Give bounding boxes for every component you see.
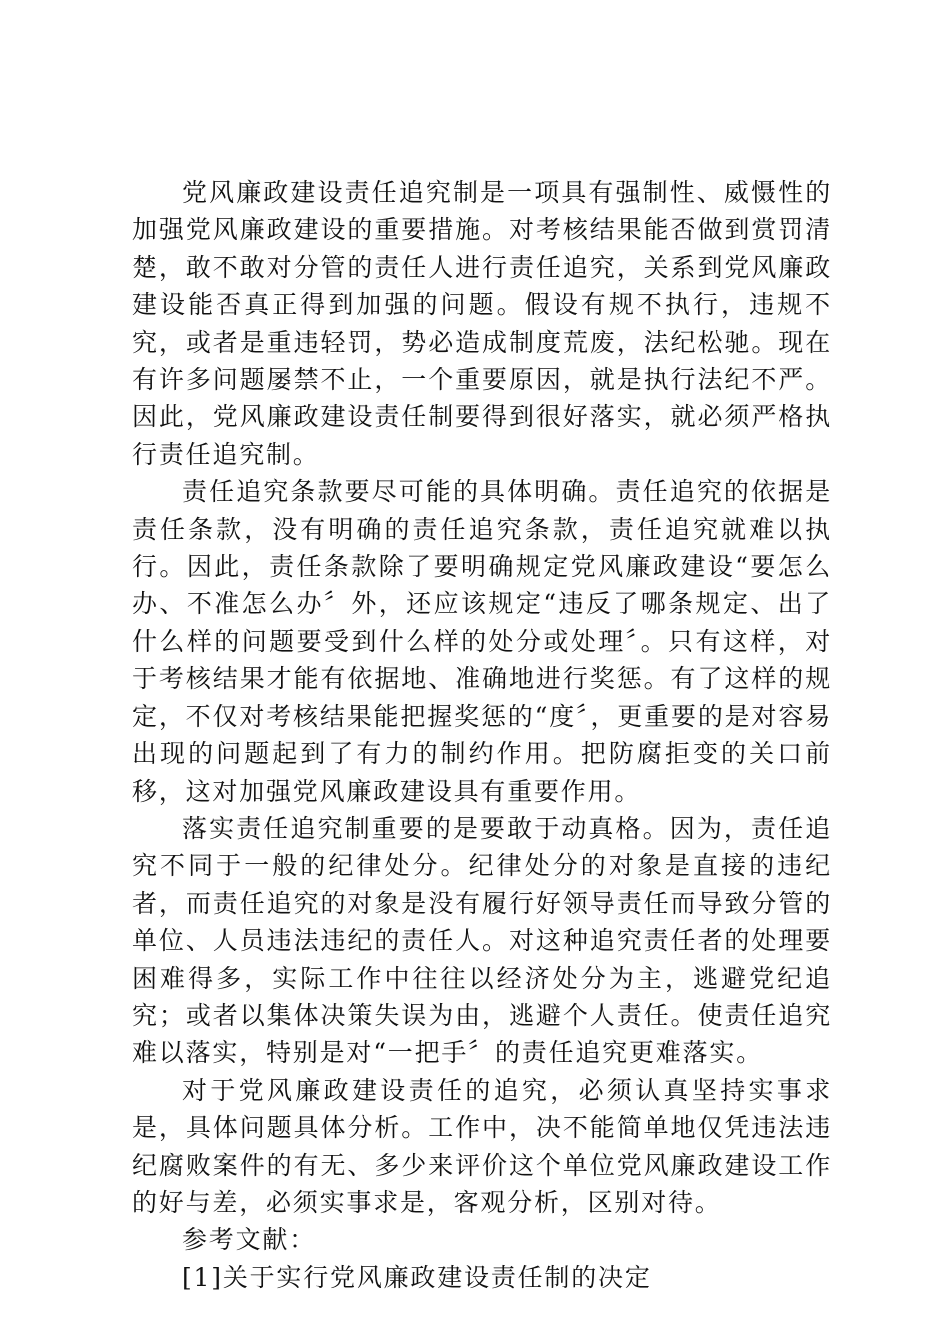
paragraph-1: 党风廉政建设责任追究制是一项具有强制性、威慑性的加强党风廉政建设的重要措施。对考核结果能否做到赏罚清楚，敢不敢对分管的责任人进行责任追究，关系到党风廉政建设能否真正得到加强的问题。假设有规不执行，违规不究，或者是重违轻罚，势必造成制度荒废，法纪松驰。现在有许多问题屡禁不止，一个重要原因，就是执行法纪不严。因此，党风廉政建设责任制要得到很好落实，就必须严格执行责任追究制。 xyxy=(132,178,832,469)
paragraph-3: 落实责任追究制重要的是要敢于动真格。因为，责任追究不同于一般的纪律处分。纪律处分的对象是直接的违纪者，而责任追究的对象是没有履行好领导责任而导致分管的单位、人员违法违纪的责任人。对这种追究责任者的处理要困难得多，实际工作中往往以经济处分为主，逃避党纪追究；或者以集体决策失误为由，逃避个人责任。使责任追究难以落实，特别是对“一把手〞的责任追究更难落实。 xyxy=(132,813,832,1068)
reference-item-1: [1]关于实行党风廉政建设责任制的决定 xyxy=(182,1262,652,1292)
document-body xyxy=(132,174,832,1296)
paragraph-2: 责任追究条款要尽可能的具体明确。责任追究的依据是责任条款，没有明确的责任追究条款，责任追究就难以执行。因此，责任条款除了要明确规定党风廉政建设“要怎么办、不准怎么办〞外，还应该规定“违反了哪条规定、出了什么样的问题要受到什么样的处分或处理〞。只有这样，对于考核结果才能有依据地、准确地进行奖惩。有了这样的规定，不仅对考核结果能把握奖惩的“度〞，更重要的是对容易出现的问题起到了有力的制约作用。把防腐拒变的关口前移，这对加强党风廉政建设具有重要作用。 xyxy=(132,477,832,806)
paragraph-4: 对于党风廉政建设责任的追究，必须认真坚持实事求是，具体问题具体分析。工作中，决不能简单地仅凭违法违纪腐败案件的有无、多少来评价这个单位党风廉政建设工作的好与差，必须实事求是，客观分析，区别对待。 xyxy=(132,1075,832,1217)
references-heading: 参考文献： xyxy=(182,1225,317,1255)
